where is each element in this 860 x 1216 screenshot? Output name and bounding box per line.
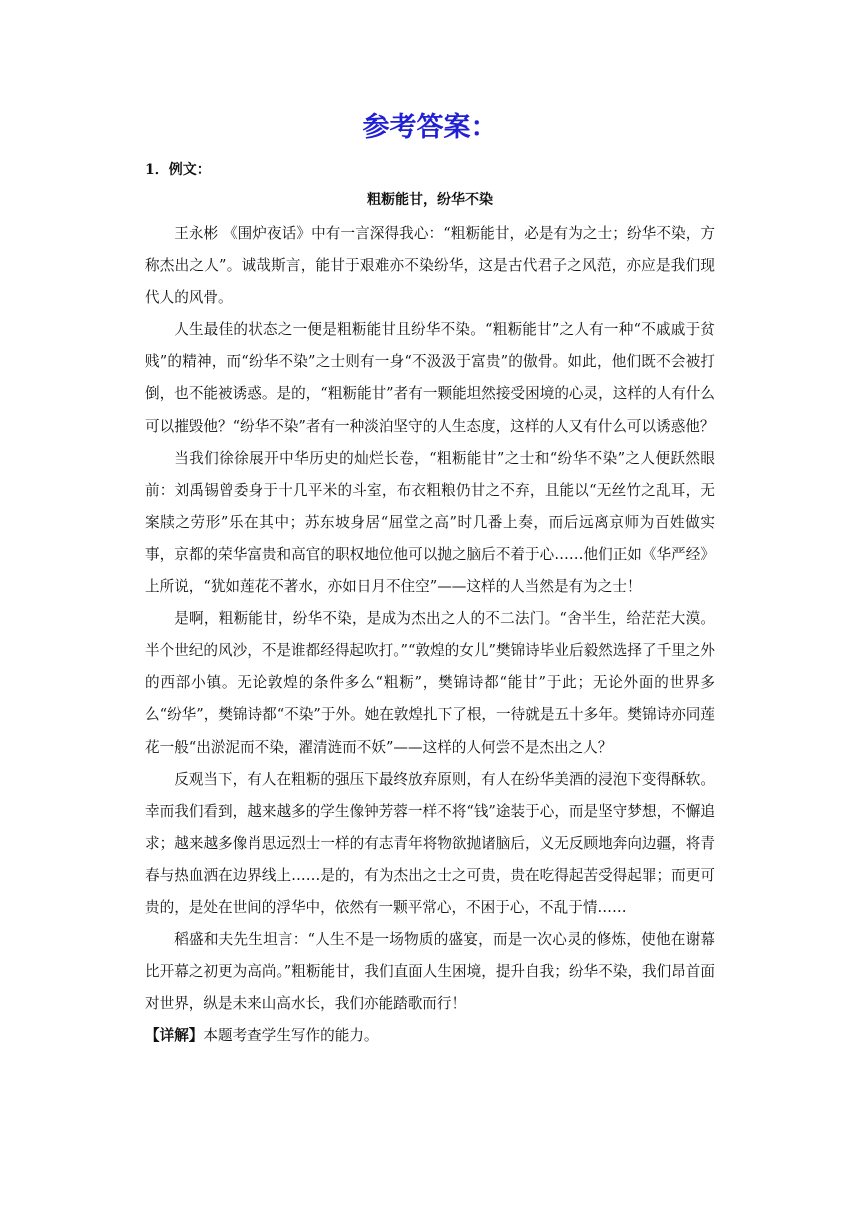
detail-note bbox=[145, 1020, 715, 1052]
essay-paragraph-1: 王永彬 《围炉夜话》中有一言深得我心：“粗粝能甘，必是有为之士；纷华不染，方称杰出之人”。诚哉斯言，能甘于艰难亦不染纷华，这是古代君子之风范，亦应是我们现代人的风骨。 bbox=[145, 225, 715, 307]
essay-body bbox=[145, 218, 715, 1052]
essay-paragraph-4: 是啊，粗粝能甘，纷华不染，是成为杰出之人的不二法门。“舍半生，给茫茫大漠。半个世纪的风沙，不是谁都经得起吹打。”“敦煌的女儿”樊锦诗毕业后毅然选择了千里之外的西部小镇。无论敦煌的条件多么“粗粝”，樊锦诗都“能甘”于此；无论外面的世界多么“纷华”，樊锦诗都“不染”于外。她在敦煌扎下了根，一待就是五十多年。樊锦诗亦同莲花一般“出淤泥而不染，濯清涟而不妖”——这样的人何尝不是杰出之人？ bbox=[145, 610, 715, 756]
essay-title: 粗粝能甘，纷华不染 bbox=[367, 192, 493, 208]
essay-paragraph-5: 反观当下，有人在粗粝的强压下最终放弃原则，有人在纷华美酒的浸泡下变得酥软。幸而我们看到，越来越多的学生像钟芳蓉一样不将“钱”途装于心，而是坚守梦想，不懈追求；越来越多像肖思远烈士一样的有志青年将物欲抛诸脑后，义无反顾地奔向边疆，将青春与热血洒在边界线上……是的，有为杰出之士之可贵，贵在吃得起苦受得起罪；而更可贵的，是处在世间的浮华中，依然有一颗平常心，不困于心，不乱于情…… bbox=[145, 770, 715, 916]
essay-paragraph-6: 稻盛和夫先生坦言：“人生不是一场物质的盛宴，而是一次心灵的修炼，使他在谢幕比开幕之初更为高尚。”粗粝能甘，我们直面人生困境，提升自我；纷华不染，我们昂首面对世界，纵是未来山高水长，我们亦能踏歌而行！ bbox=[145, 931, 715, 1013]
question-number: 1． bbox=[145, 162, 169, 178]
essay-paragraph-3: 当我们徐徐展开中华历史的灿烂长卷，“粗粝能甘”之士和“纷华不染”之人便跃然眼前：刘禹锡曾委身于十几平米的斗室，布衣粗粮仍甘之不弃，且能以“无丝竹之乱耳，无案牍之劳形”乐在其中；苏东坡身居“屈堂之高”时几番上奏，而后远离京师为百姓做实事，京都的荣华富贵和高官的职权地位他可以抛之脑后不着于心……他们正如《华严经》上所说，“犹如莲花不著水，亦如日月不住空”——这样的人当然是有为之士！ bbox=[145, 449, 715, 596]
essay-paragraph-2: 人生最佳的状态之一便是粗粝能甘且纷华不染。“粗粝能甘”之人有一种“不戚戚于贫贱”的精神，而“纷华不染”之士则有一身“不汲汲于富贵”的傲骨。如此，他们既不会被打倒，也不能被诱惑。是的，“粗粝能甘”者有一颗能坦然接受困境的心灵，这样的人有什么可以摧毁他？“纷华不染”者有一种淡泊坚守的人生态度，这样的人又有什么可以诱惑他？ bbox=[145, 321, 715, 435]
page-title: 参考答案： bbox=[362, 112, 498, 143]
detail-label: 【详解】 bbox=[145, 1027, 204, 1045]
question-label: 例文： bbox=[168, 162, 211, 178]
question-header bbox=[145, 158, 211, 182]
detail-text: 本题考查学生写作的能力。 bbox=[203, 1027, 379, 1045]
